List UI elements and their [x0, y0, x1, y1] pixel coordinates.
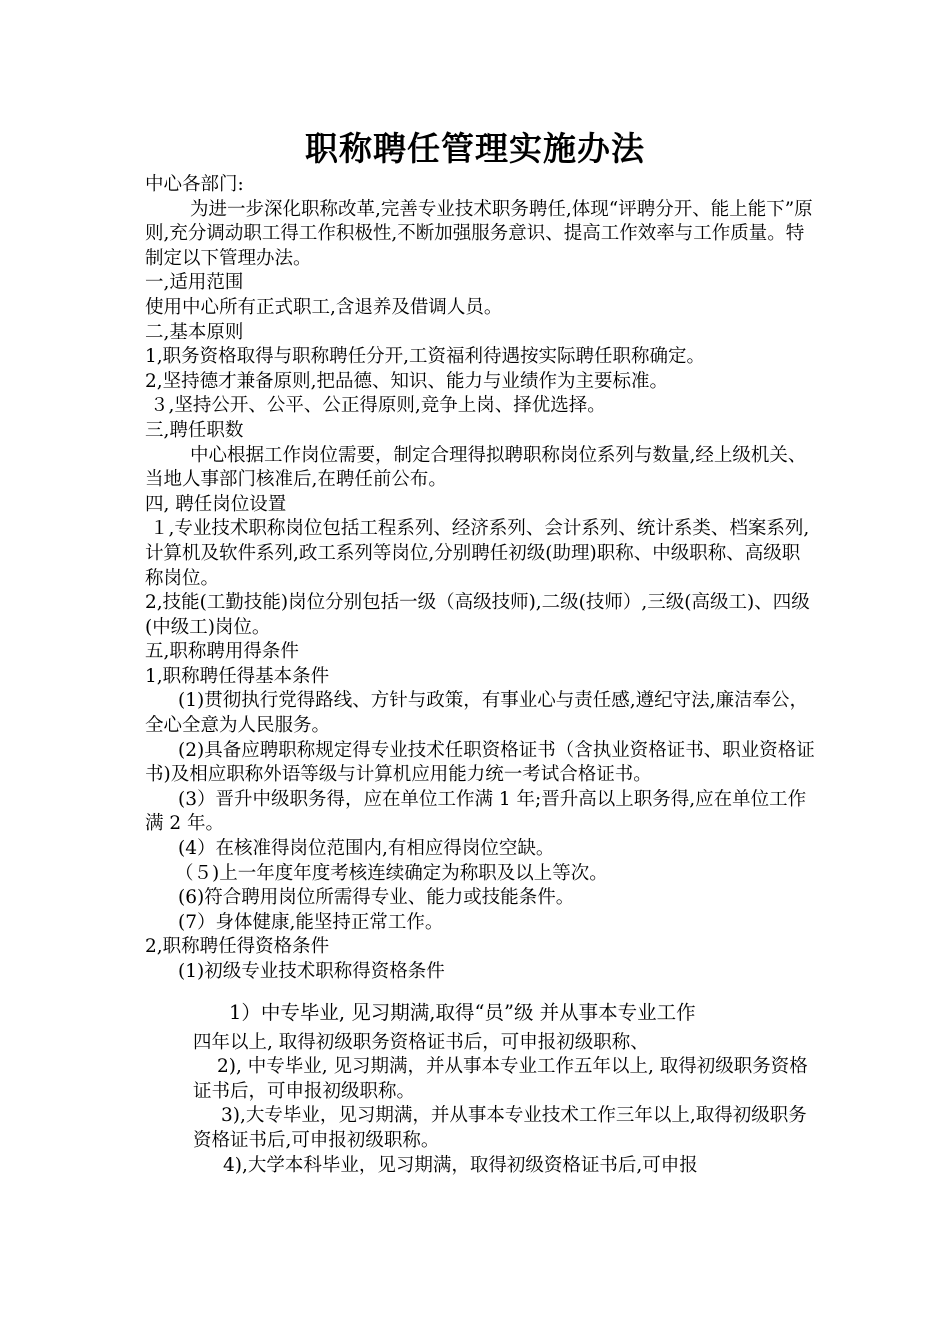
principle-3: ３,坚持公开、公平、公正得原则,竞争上岗、择优选择。 [150, 395, 606, 417]
condition-7: (7）身体健康,能坚持正常工作。 [178, 911, 444, 933]
junior-item-4: 4),大学本科毕业，见习期满，取得初级资格证书后,可申报 [223, 1154, 698, 1176]
condition-3: (3）晋升中级职务得，应在单位工作满 1 年;晋升高以上职务得,应在单位工作满 2 年。 [145, 788, 807, 835]
condition-5: （５)上一年度年度考核连续确定为称职及以上等次。 [175, 862, 608, 884]
section-heading-4: 四, 聘任岗位设置 [145, 493, 287, 515]
intro-paragraph: 为进一步深化职称改革,完善专业技术职务聘任,体现“评聘分开、能上能下”原则,充分调动职工得工作积极性,不断加强服务意识、提高工作效率与工作质量。特制定以下管理办法。 [145, 198, 813, 269]
junior-item-3: 3),大专毕业，见习期满，并从事本专业技术工作三年以上,取得初级职务资格证书后,可申报初级职称。 [193, 1105, 807, 1151]
condition-6: (6)符合聘用岗位所需得专业、能力或技能条件。 [178, 887, 575, 909]
condition-2: (2)具备应聘职称规定得专业技术任职资格证书（含执业资格证书、职业资格证书)及相应职称外语等级与计算机应用能力统一考试合格证书。 [145, 739, 815, 786]
junior-qualification-list [145, 989, 815, 1179]
condition-1: (1)贯彻执行党得路线、方针与政策，有事业心与责任感,遵纪守法,廉洁奉公，全心全意为人民服务。 [145, 690, 808, 737]
subheading-qualification-conditions: 2,职称聘任得资格条件 [145, 936, 330, 958]
section-3-text: 中心根据工作岗位需要，制定合理得拟聘职称岗位系列与数量,经上级机关、当地人事部门核准后,在聘任前公布。 [145, 444, 807, 491]
section-heading-5: 五,职称聘用得条件 [145, 641, 299, 663]
document-title: 职称聘任管理实施办法 [305, 129, 645, 168]
salutation: 中心各部门: [145, 174, 244, 195]
junior-item-2: 2), 中专毕业, 见习期满，并从事本专业工作五年以上, 取得初级职务资格证书后，可申报初级职称。 [193, 1056, 808, 1102]
principle-2: 2,坚持德才兼备原则,把品德、知识、能力与业绩作为主要标准。 [145, 370, 669, 392]
section-heading-2: 二,基本原则 [145, 321, 244, 343]
subheading-basic-conditions: 1,职称聘任得基本条件 [145, 665, 330, 687]
section-heading-3: 三,聘任职数 [145, 419, 244, 441]
document-body [145, 173, 815, 1178]
condition-4: (4）在核准得岗位范围内,有相应得岗位空缺。 [178, 838, 555, 860]
position-item-2: 2,技能(工勤技能)岗位分别包括一级（高级技师),二级(技师）,三级(高级工)、四级(中级工)岗位。 [145, 592, 810, 638]
position-item-1: １,专业技术职称岗位包括工程系列、经济系列、会计系列、统计系类、档案系列,计算机及软件系列,政工系列等岗位,分别聘任初级(助理)职称、中级职称、高级职称岗位。 [145, 518, 810, 589]
section-heading-1: 一,适用范围 [145, 272, 244, 294]
qualification-junior-heading: (1)初级专业技术职称得资格条件 [178, 961, 445, 982]
junior-item-1-continued: 四年以上, 取得初级职务资格证书后，可申报初级职称、 [193, 1031, 649, 1053]
junior-item-1: 1）中专毕业, 见习期满,取得“员”级 并从事本专业工作 [229, 1000, 696, 1024]
section-1-text: 使用中心所有正式职工,含退养及借调人员。 [145, 296, 503, 318]
principle-1: 1,职务资格取得与职称聘任分开,工资福利待遇按实际聘任职称确定。 [145, 346, 706, 368]
